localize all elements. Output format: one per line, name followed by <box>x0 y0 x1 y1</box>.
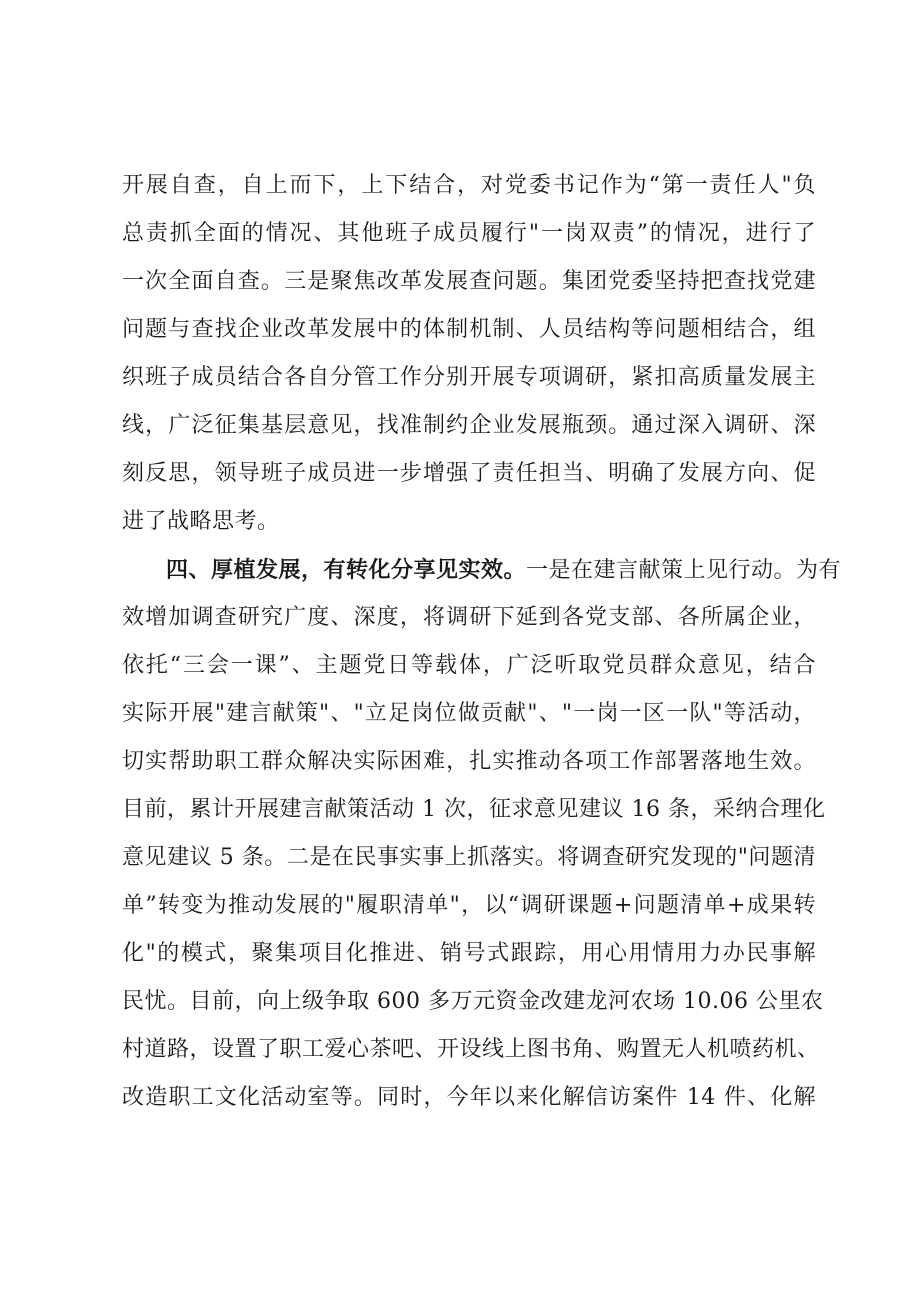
section-heading: 四、厚植发展，有转化分享见实效。 <box>166 557 527 583</box>
text-line: 一次全面自查。三是聚焦改革发展查问题。集团党委坚持把查找党建 <box>122 269 816 294</box>
text-line: 村道路，设置了职工爱心茶吧、开设线上图书角、购置无人机喷药机、 <box>122 1037 820 1062</box>
text-line: 民忧。目前，向上级争取 600 多万元资金改建龙河农场 10.06 公里农 <box>122 989 824 1014</box>
text-line: 刻反思，领导班子成员进一步增强了责任担当、明确了发展方向、促 <box>122 461 816 486</box>
text-line: 化"的模式，聚集项目化推进、销号式跟踪，用心用情用力办民事解 <box>122 941 816 966</box>
text-line <box>166 546 842 594</box>
text-line: 依托“三会一课”、主题党日等载体，广泛听取党员群众意见，结合 <box>122 653 816 678</box>
text-line: 总责抓全面的情况、其他班子成员履行"一岗双责”的情况，进行了 <box>122 221 816 246</box>
text-line: 实际开展"建言献策"、"立足岗位做贡献"、"一岗一区一队"等活动， <box>122 701 816 726</box>
text-line: 单”转变为推动发展的"履职清单"，以“调研课题+问题清单+成果转 <box>122 893 816 918</box>
text-line: 改造职工文化活动室等。同时，今年以来化解信访案件 14 件、化解 <box>122 1085 816 1110</box>
heading-line-rest: 一是在建言献策上见行动。为有 <box>526 558 842 583</box>
text-line: 目前，累计开展建言献策活动 1 次，征求意见建议 16 条，采纳合理化 <box>122 797 826 822</box>
text-line: 切实帮助职工群众解决实际困难，扎实推动各项工作部署落地生效。 <box>122 749 816 774</box>
text-line: 织班子成员结合各自分管工作分别开展专项调研，紧扣高质量发展主 <box>122 365 816 390</box>
text-line: 问题与查找企业改革发展中的体制机制、人员结构等问题相结合，组 <box>122 317 816 342</box>
text-line: 进了战略思考。 <box>122 509 280 534</box>
text-line: 意见建议 5 条。二是在民事实事上抓落实。将调查研究发现的"问题清 <box>122 845 816 870</box>
text-line: 线，广泛征集基层意见，找准制约企业发展瓶颈。通过深入调研、深 <box>122 413 816 438</box>
text-line: 效增加调查研究广度、深度，将调研下延到各党支部、各所属企业， <box>122 605 816 630</box>
text-line: 开展自查，自上而下，上下结合，对党委书记作为“第一责任人"负 <box>122 173 816 198</box>
